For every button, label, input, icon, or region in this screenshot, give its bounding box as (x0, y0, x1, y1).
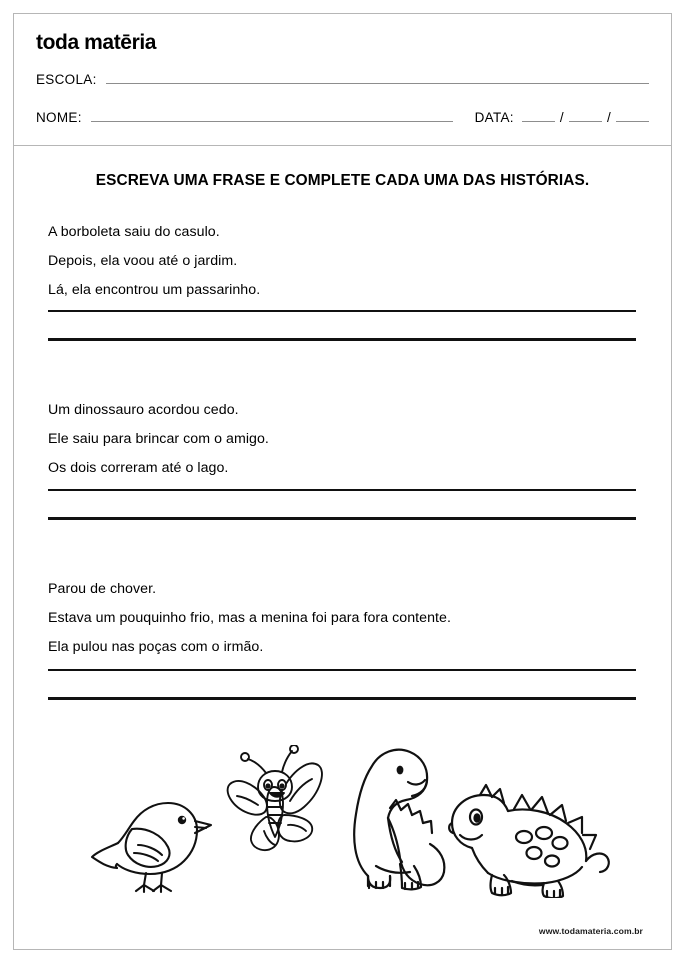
name-field-label: NOME: (36, 110, 82, 125)
date-separator-2: / (606, 110, 611, 125)
writing-line[interactable] (48, 338, 636, 340)
story-text-line: Ela pulou nas poças com o irmão. (48, 639, 264, 655)
story-text-line: Um dinossauro acordou cedo. (48, 402, 239, 418)
story-text-line: A borboleta saiu do casulo. (48, 224, 220, 240)
school-field-input[interactable] (106, 72, 649, 84)
footer-url: www.todamateria.com.br (538, 926, 643, 936)
butterfly-icon (220, 745, 330, 870)
date-separator-1: / (559, 110, 564, 125)
date-field-group (475, 110, 649, 125)
story-text-line: Os dois correram até o lago. (48, 460, 229, 476)
story-block-3 (48, 575, 637, 662)
name-field-input[interactable] (91, 110, 453, 122)
answer-lines-2 (48, 489, 636, 520)
answer-lines-1 (48, 310, 636, 341)
page-title: ESCREVA UMA FRASE E COMPLETE CADA UMA DAS HISTÓRIAS. (95, 172, 590, 189)
worksheet-header (14, 14, 671, 146)
writing-line[interactable] (48, 489, 636, 491)
writing-line[interactable] (48, 517, 636, 519)
story-text-line: Lá, ela encontrou um passarinho. (48, 282, 261, 298)
date-month-input[interactable] (569, 110, 602, 122)
writing-line[interactable] (48, 669, 636, 671)
story-text-line: Ele saiu para brincar com o amigo. (48, 431, 269, 447)
date-field-label: DATA: (474, 110, 514, 125)
writing-line[interactable] (48, 310, 636, 312)
stegosaurus-icon (440, 773, 615, 898)
date-day-input[interactable] (522, 110, 555, 122)
story-block-2 (48, 396, 637, 483)
school-field-label: ESCOLA: (36, 72, 97, 87)
story-text-line: Depois, ela voou até o jardim. (48, 253, 238, 269)
school-field-row (36, 72, 649, 87)
story-block-1 (48, 218, 637, 305)
date-year-input[interactable] (616, 110, 649, 122)
header-divider (14, 145, 671, 146)
writing-line[interactable] (48, 697, 636, 699)
bird-icon (84, 785, 216, 898)
story-text-line: Estava um pouquinho frio, mas a menina foi para fora contente. (48, 610, 451, 626)
name-field-row (36, 110, 649, 125)
answer-lines-3 (48, 669, 636, 700)
brand-logo: toda matēria (36, 31, 157, 54)
illustration-row (70, 733, 615, 898)
story-text-line: Parou de chover. (48, 581, 157, 597)
